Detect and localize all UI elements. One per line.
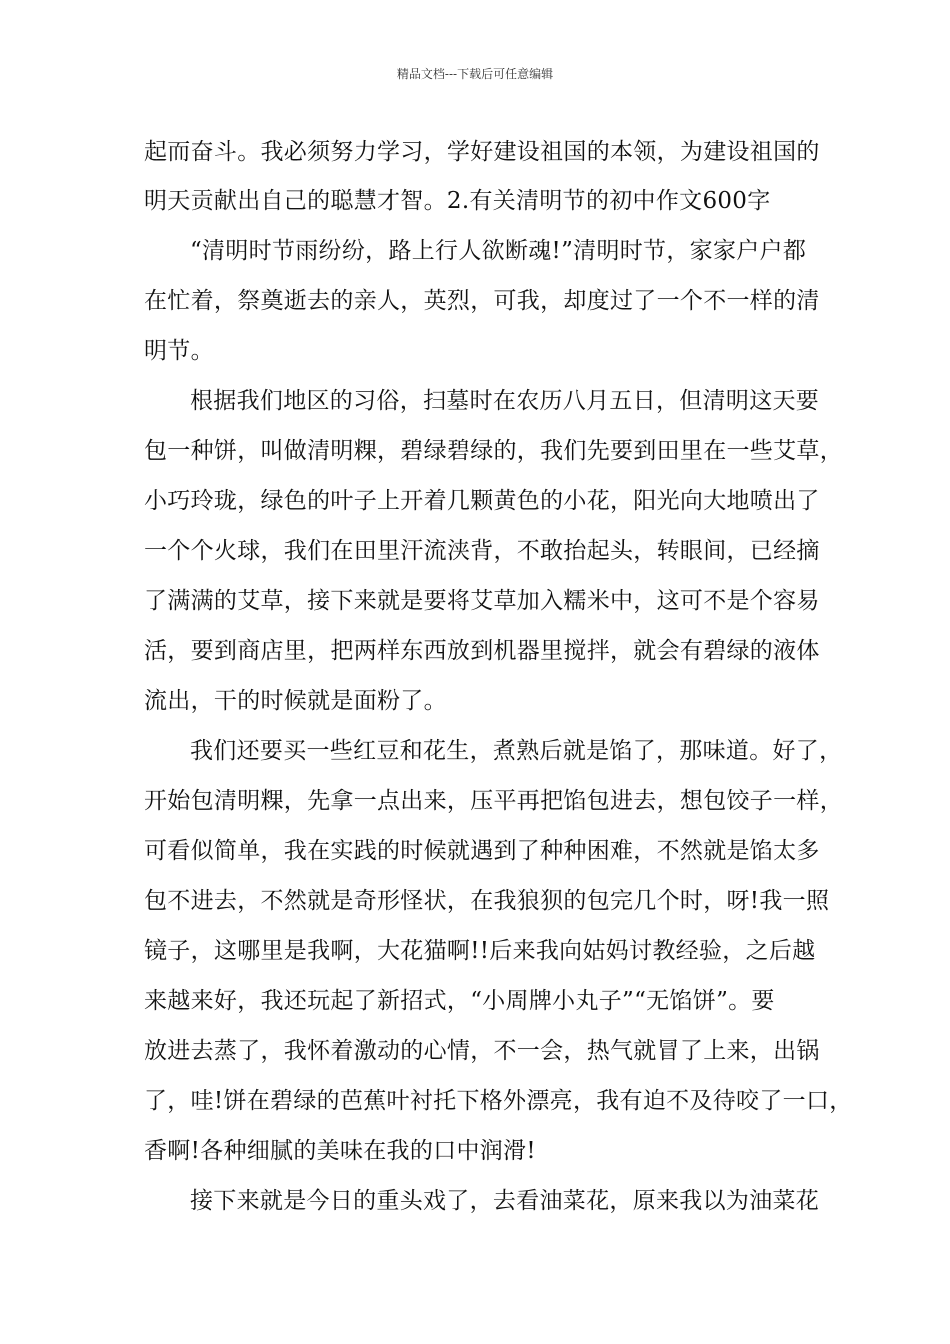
text-line: 一个个火球，我们在田里汗流浃背，不敢抬起头，转眼间，已经摘 <box>144 538 820 564</box>
text-line: 起而奋斗。我必须努力学习，学好建设祖国的本领，为建设祖国的 <box>144 139 820 165</box>
paragraph-first-line: 我们还要买一些红豆和花生，煮熟后就是馅了，那味道。好了， <box>190 738 843 764</box>
text-line: 可看似简单，我在实践的时候就遇到了种种困难，不然就是馅太多 <box>144 838 820 864</box>
text-line: 来越来好，我还玩起了新招式，“小周牌小丸子”“无馅饼”。要 <box>144 988 775 1014</box>
text-line: 明节。 <box>144 338 214 364</box>
text-line: 了满满的艾草，接下来就是要将艾草加入糯米中，这可不是个容易 <box>144 588 820 614</box>
text-line: 开始包清明粿，先拿一点出来，压平再把馅包进去，想包饺子一样， <box>144 788 843 814</box>
text-line: 包不进去，不然就是奇形怪状，在我狼狈的包完几个时，呀!我一照 <box>144 888 830 914</box>
page-header: 精品文档---下载后可任意编辑 <box>396 67 554 81</box>
paragraph-first-line: 接下来就是今日的重头戏了，去看油菜花，原来我以为油菜花 <box>190 1188 820 1214</box>
text-line: 活，要到商店里，把两样东西放到机器里搅拌，就会有碧绿的液体 <box>144 638 820 664</box>
text-line: 放进去蒸了，我怀着激动的心情，不一会，热气就冒了上来，出锅 <box>144 1038 820 1064</box>
text-line: 小巧玲珑，绿色的叶子上开着几颗黄色的小花，阳光向大地喷出了 <box>144 488 820 514</box>
paragraph-first-line: “清明时节雨纷纷，路上行人欲断魂!”清明时节，家家户户都 <box>190 238 807 264</box>
text-line: 包一种饼，叫做清明粿，碧绿碧绿的，我们先要到田里在一些艾草， <box>144 438 843 464</box>
text-line: 流出，干的时候就是面粉了。 <box>144 688 447 714</box>
text-line: 在忙着，祭奠逝去的亲人，英烈，可我，却度过了一个不一样的清 <box>144 288 820 314</box>
text-line: 了，哇!饼在碧绿的芭蕉叶衬托下格外漂亮，我有迫不及待咬了一口， <box>144 1088 853 1114</box>
text-line: 镜子，这哪里是我啊，大花猫啊!!后来我向姑妈讨教经验，之后越 <box>144 938 816 964</box>
text-line: 明天贡献出自己的聪慧才智。2.有关清明节的初中作文600字 <box>144 188 771 214</box>
text-line: 香啊!各种细腻的美味在我的口中润滑! <box>144 1138 536 1164</box>
paragraph-first-line: 根据我们地区的习俗，扫墓时在农历八月五日，但清明这天要 <box>190 388 820 414</box>
